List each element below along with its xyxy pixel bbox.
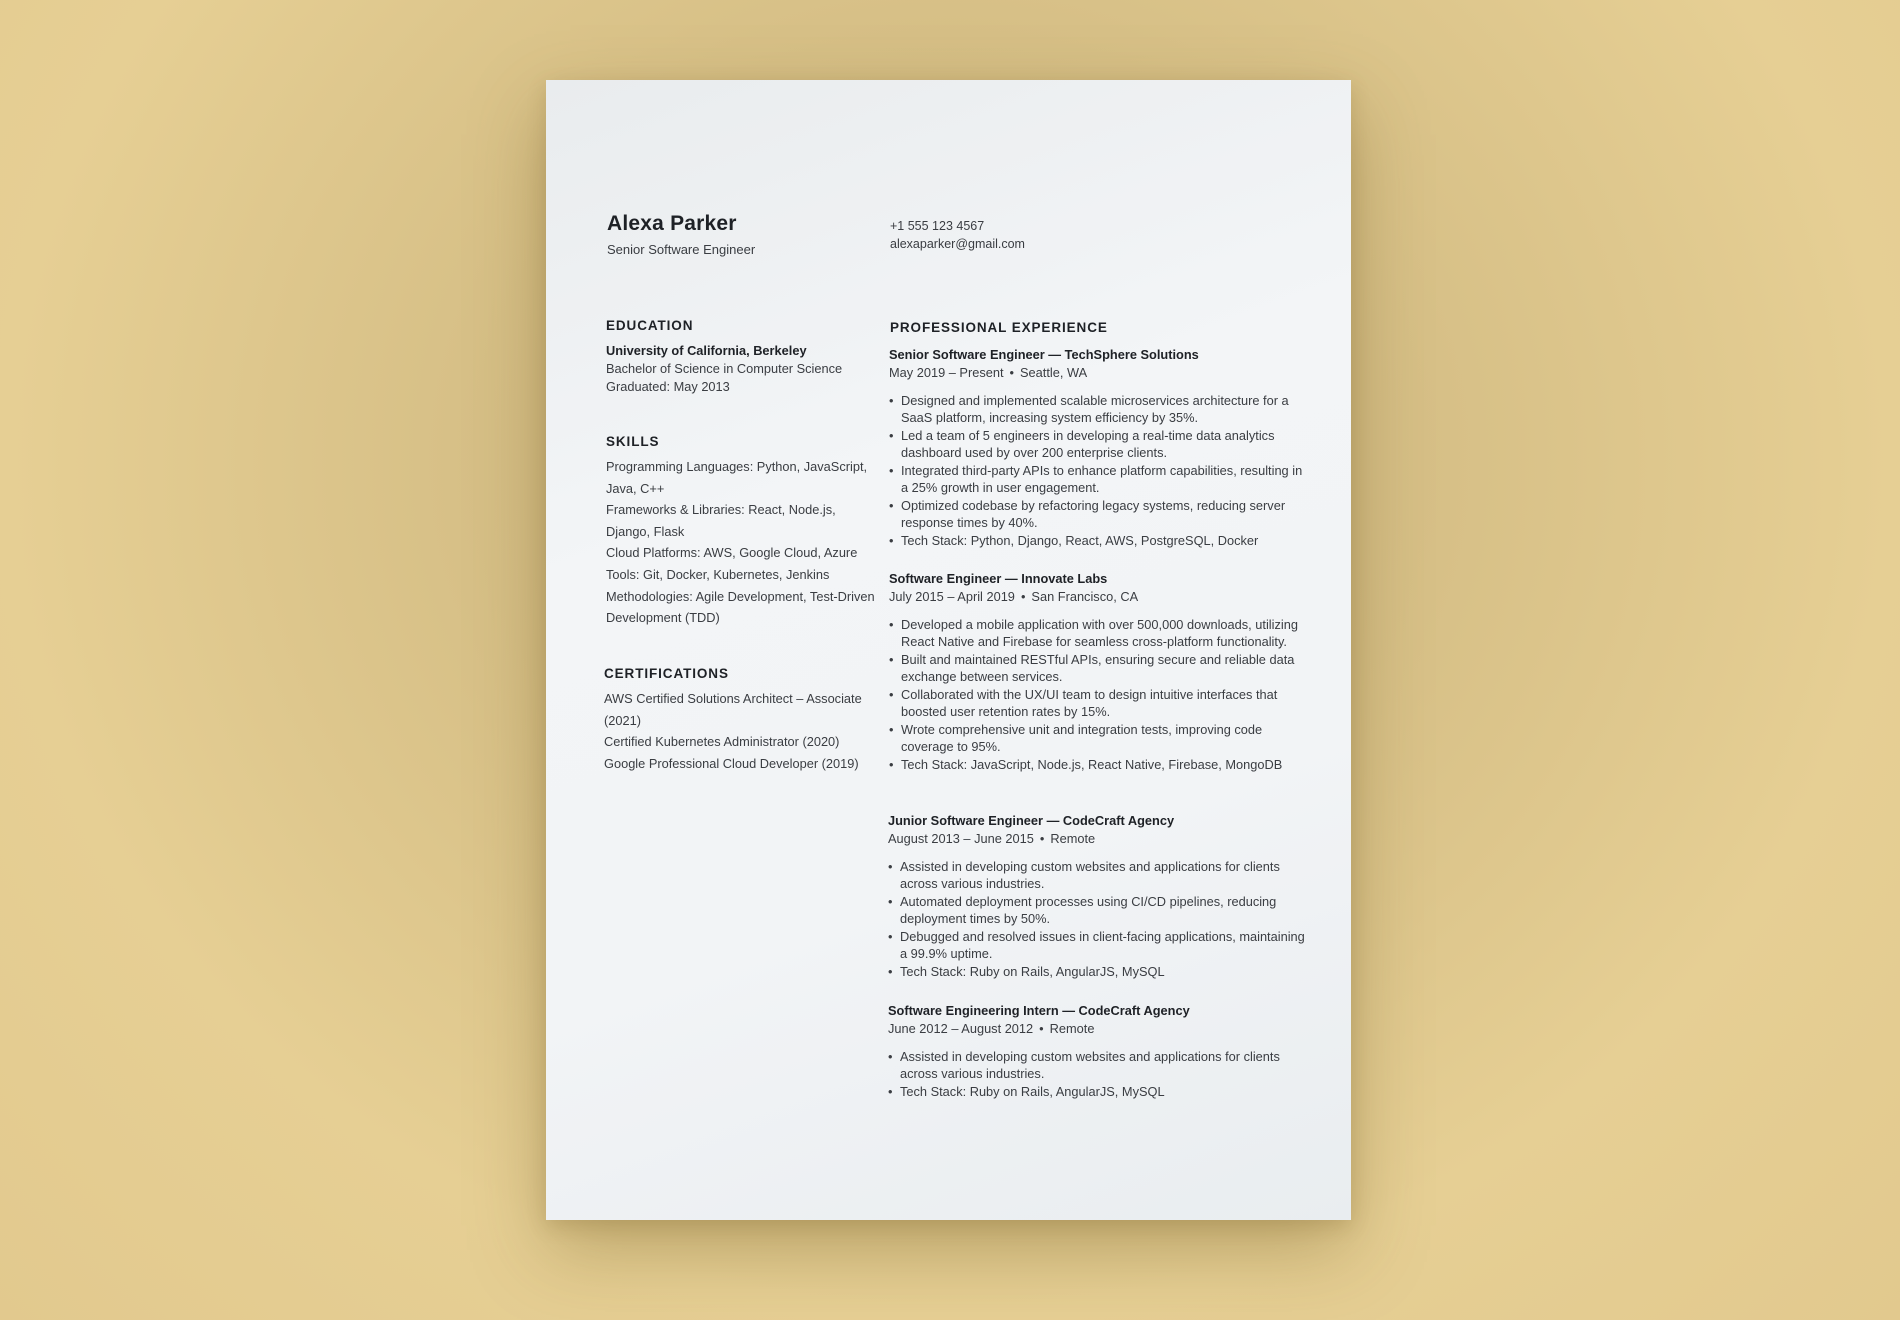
job-bullet: • Tech Stack: Python, Django, React, AWS, PostgreSQL, Docker bbox=[889, 532, 1309, 549]
skill-item: Methodologies: Agile Development, Test-Driven Development (TDD) bbox=[606, 588, 875, 626]
job-dates: June 2012 – August 2012 bbox=[888, 1021, 1034, 1036]
job-entry bbox=[889, 346, 1309, 549]
job-bullet: • Wrote comprehensive unit and integration tests, improving code coverage to 95%. bbox=[889, 721, 1309, 755]
job-entry bbox=[888, 1002, 1308, 1101]
job-title: Software Engineer — Innovate Labs bbox=[889, 571, 1108, 586]
skill-item: Tools: Git, Docker, Kubernetes, Jenkins bbox=[606, 566, 830, 582]
job-bullet: • Collaborated with the UX/UI team to design intuitive interfaces that boosted user retention rates by 15%. bbox=[889, 686, 1309, 720]
job-bullet: • Tech Stack: JavaScript, Node.js, React Native, Firebase, MongoDB bbox=[889, 756, 1309, 773]
job-title: Senior Software Engineer — TechSphere Solutions bbox=[889, 347, 1199, 362]
job-bullets bbox=[889, 392, 1309, 549]
certifications-section bbox=[604, 666, 876, 774]
job-bullet: • Automated deployment processes using CI/CD pipelines, reducing deployment times by 50%. bbox=[888, 893, 1308, 927]
section-heading-education: EDUCATION bbox=[606, 318, 694, 333]
job-location: Seattle, WA bbox=[1020, 365, 1088, 380]
graduation-date: Graduated: May 2013 bbox=[606, 379, 730, 394]
job-bullets bbox=[888, 1048, 1308, 1100]
candidate-title: Senior Software Engineer bbox=[607, 242, 756, 257]
certification-item: Google Professional Cloud Developer (2019) bbox=[604, 755, 859, 771]
job-dates: July 2015 – April 2019 bbox=[889, 589, 1015, 604]
school-name: University of California, Berkeley bbox=[606, 343, 807, 358]
job-bullet: • Integrated third-party APIs to enhance platform capabilities, resulting in a 25% growth in user engagement. bbox=[889, 462, 1309, 496]
skills-section bbox=[606, 434, 878, 629]
job-bullets bbox=[888, 858, 1308, 980]
job-bullet: • Led a team of 5 engineers in developing a real-time data analytics dashboard used by over 200 enterprise clients. bbox=[889, 427, 1309, 461]
job-location: San Francisco, CA bbox=[1031, 589, 1139, 604]
section-heading-experience: PROFESSIONAL EXPERIENCE bbox=[890, 320, 1108, 335]
job-entry bbox=[889, 570, 1309, 773]
job-dates: August 2013 – June 2015 bbox=[888, 831, 1034, 846]
job-title: Junior Software Engineer — CodeCraft Agency bbox=[888, 813, 1175, 828]
job-bullets bbox=[889, 616, 1309, 773]
certification-item: AWS Certified Solutions Architect – Associate (2021) bbox=[604, 691, 862, 728]
resume-page bbox=[546, 80, 1351, 1220]
degree: Bachelor of Science in Computer Science bbox=[606, 361, 843, 376]
phone-number: +1 555 123 4567 bbox=[890, 219, 985, 233]
job-bullet: • Tech Stack: Ruby on Rails, AngularJS, MySQL bbox=[888, 963, 1308, 980]
job-meta: May 2019 – Present • Seattle, WA bbox=[889, 365, 1088, 380]
section-heading-certifications: CERTIFICATIONS bbox=[604, 666, 729, 681]
job-bullet: • Developed a mobile application with over 500,000 downloads, utilizing React Native and Firebase for seamless cross-platform functionality. bbox=[889, 616, 1309, 650]
email-address: alexaparker@gmail.com bbox=[890, 237, 1025, 251]
candidate-name: Alexa Parker bbox=[607, 212, 737, 235]
skill-item: Programming Languages: Python, JavaScript, Java, C++ bbox=[606, 459, 868, 496]
job-title: Software Engineering Intern — CodeCraft Agency bbox=[888, 1003, 1190, 1018]
skill-item: Frameworks & Libraries: React, Node.js, Django, Flask bbox=[606, 502, 836, 539]
job-meta: June 2012 – August 2012 • Remote bbox=[888, 1021, 1095, 1036]
job-entry bbox=[888, 812, 1308, 980]
job-bullet: • Designed and implemented scalable microservices architecture for a SaaS platform, increasing system efficiency by 35%. bbox=[889, 392, 1309, 426]
section-heading-skills: SKILLS bbox=[606, 434, 660, 449]
job-dates: May 2019 – Present bbox=[889, 365, 1004, 380]
job-location: Remote bbox=[1049, 1021, 1095, 1036]
job-bullet: • Tech Stack: Ruby on Rails, AngularJS, MySQL bbox=[888, 1083, 1308, 1100]
job-meta: July 2015 – April 2019 • San Francisco, CA bbox=[889, 589, 1139, 604]
contact-block bbox=[890, 217, 1025, 253]
job-bullet: • Debugged and resolved issues in client-facing applications, maintaining a 99.9% uptime. bbox=[888, 928, 1308, 962]
skill-item: Cloud Platforms: AWS, Google Cloud, Azure bbox=[606, 545, 858, 561]
job-meta: August 2013 – June 2015 • Remote bbox=[888, 831, 1096, 846]
job-location: Remote bbox=[1050, 831, 1096, 846]
job-bullet: • Assisted in developing custom websites and applications for clients across various industries. bbox=[888, 858, 1308, 892]
education-section bbox=[606, 318, 881, 396]
job-bullet: • Optimized codebase by refactoring legacy systems, reducing server response times by 40%. bbox=[889, 497, 1309, 531]
job-bullet: • Assisted in developing custom websites and applications for clients across various industries. bbox=[888, 1048, 1308, 1082]
certification-item: Certified Kubernetes Administrator (2020) bbox=[604, 734, 840, 750]
job-bullet: • Built and maintained RESTful APIs, ensuring secure and reliable data exchange between services. bbox=[889, 651, 1309, 685]
